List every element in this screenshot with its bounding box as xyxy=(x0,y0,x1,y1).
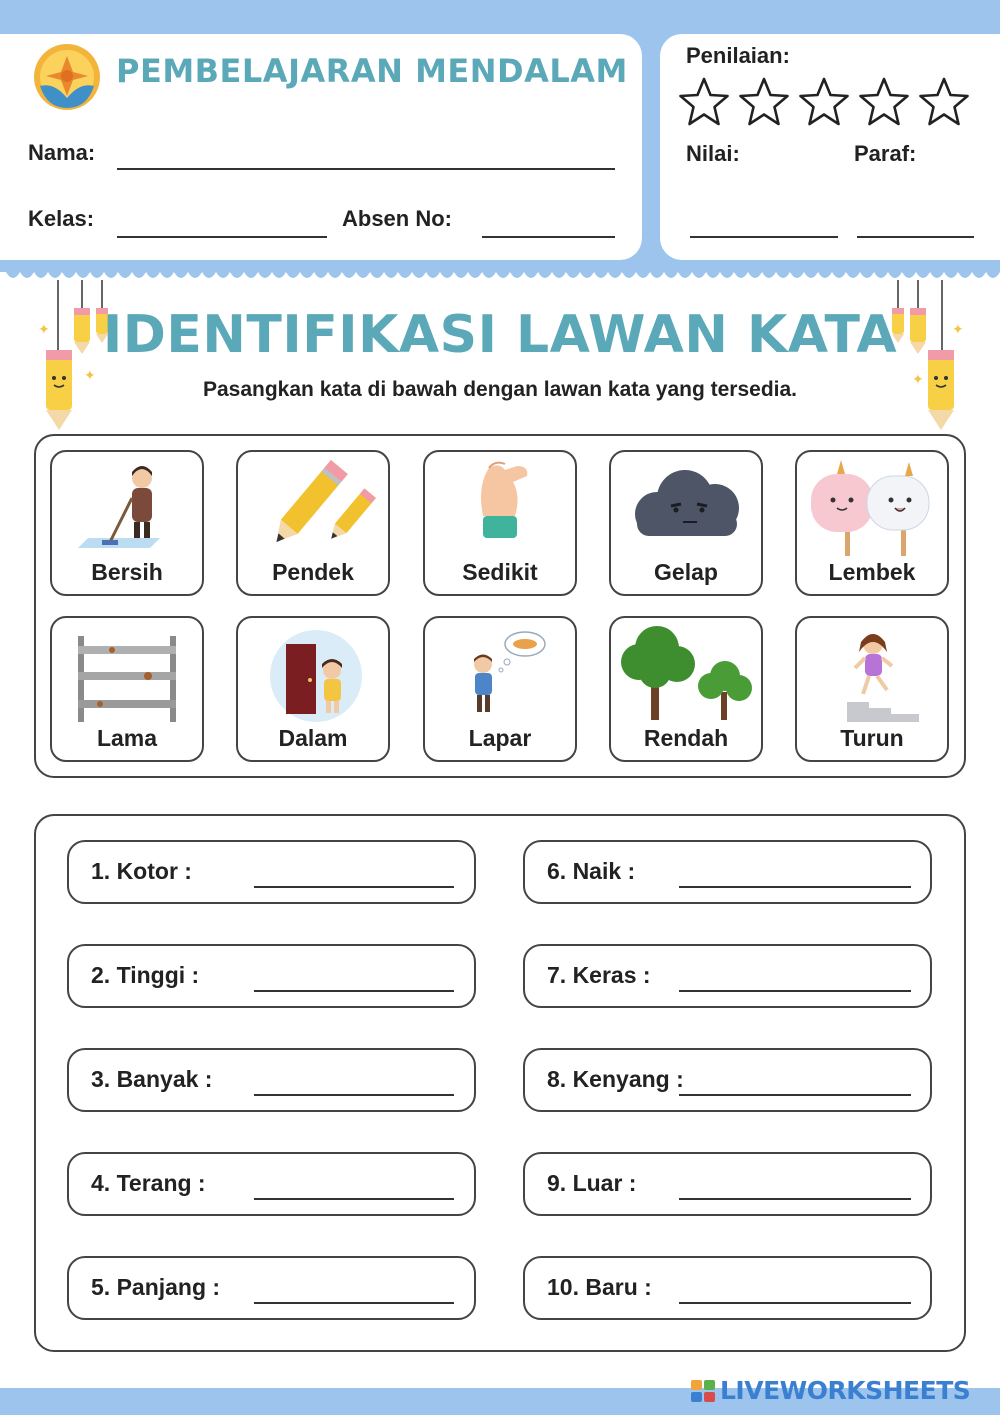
old-shelf-icon xyxy=(52,622,202,722)
pinch-hand-icon xyxy=(425,456,575,556)
assessment-label: Penilaian: xyxy=(686,43,790,68)
scalloped-edge xyxy=(0,262,1000,284)
brand-title: PEMBELAJARAN MENDALAM xyxy=(116,52,628,90)
class-input-line[interactable] xyxy=(117,236,327,238)
liveworksheets-icon xyxy=(690,1378,716,1404)
sparkle-icon: ✦ xyxy=(84,368,96,384)
word-card[interactable] xyxy=(423,616,577,762)
question-row xyxy=(523,1048,932,1112)
word-label: Bersih xyxy=(91,559,163,585)
question-row xyxy=(67,944,476,1008)
sparkle-icon: ✦ xyxy=(38,322,50,338)
word-label: Lapar xyxy=(468,725,532,751)
sparkle-icon: ✦ xyxy=(952,322,964,338)
name-input-line[interactable] xyxy=(117,168,615,170)
question-row xyxy=(523,1152,932,1216)
answer-line[interactable] xyxy=(254,990,454,992)
question-row xyxy=(523,840,932,904)
answer-line[interactable] xyxy=(679,1302,911,1304)
answer-line[interactable] xyxy=(679,886,911,888)
word-label: Turun xyxy=(840,725,904,751)
question-label: 9. Luar : xyxy=(547,1170,637,1196)
question-label: 2. Tinggi : xyxy=(91,962,200,988)
stairs-girl-icon xyxy=(797,622,947,722)
trees-icon xyxy=(611,622,761,722)
sparkle-icon: ✦ xyxy=(912,372,924,388)
word-card[interactable] xyxy=(609,450,763,596)
liveworksheets-text: LIVEWORKSHEETS xyxy=(720,1376,971,1405)
word-label: Lembek xyxy=(828,559,916,585)
question-label: 1. Kotor : xyxy=(91,858,192,884)
word-card[interactable] xyxy=(50,616,204,762)
class-label: Kelas: xyxy=(28,206,95,231)
question-row xyxy=(67,840,476,904)
question-row xyxy=(523,944,932,1008)
worksheet-title: IDENTIFIKASI LAWAN KATA xyxy=(102,305,898,365)
question-row xyxy=(523,1256,932,1320)
question-row xyxy=(67,1256,476,1320)
pencils-icon xyxy=(238,456,388,556)
word-label: Lama xyxy=(96,725,158,751)
question-row xyxy=(67,1152,476,1216)
rating-stars xyxy=(678,76,978,132)
answer-line[interactable] xyxy=(679,990,911,992)
score-label: Nilai: xyxy=(686,141,740,166)
hungry-boy-icon xyxy=(425,622,575,722)
question-row xyxy=(67,1048,476,1112)
answer-line[interactable] xyxy=(254,886,454,888)
question-label: 4. Terang : xyxy=(91,1170,206,1196)
question-label: 7. Keras : xyxy=(547,962,651,988)
answer-line[interactable] xyxy=(679,1198,911,1200)
word-card[interactable] xyxy=(50,450,204,596)
question-label: 10. Baru : xyxy=(547,1274,652,1300)
word-label: Pendek xyxy=(272,559,354,585)
word-card[interactable] xyxy=(236,450,390,596)
question-label: 8. Kenyang : xyxy=(547,1066,684,1092)
word-label: Sedikit xyxy=(462,559,538,585)
answer-line[interactable] xyxy=(254,1302,454,1304)
flower-logo-icon xyxy=(32,42,102,112)
word-card[interactable] xyxy=(795,616,949,762)
marshmallow-icon xyxy=(797,456,947,556)
dark-cloud-icon xyxy=(611,456,761,556)
word-label: Rendah xyxy=(643,725,729,751)
word-card[interactable] xyxy=(795,450,949,596)
signature-label: Paraf: xyxy=(854,141,917,166)
star-icon[interactable] xyxy=(678,76,730,128)
word-label: Dalam xyxy=(278,725,348,751)
star-icon[interactable] xyxy=(798,76,850,128)
answer-line[interactable] xyxy=(254,1094,454,1096)
question-label: 3. Banyak : xyxy=(91,1066,213,1092)
cleaning-girl-icon xyxy=(52,456,202,556)
star-icon[interactable] xyxy=(738,76,790,128)
signature-input-line[interactable] xyxy=(857,236,974,238)
question-label: 5. Panjang : xyxy=(91,1274,221,1300)
score-input-line[interactable] xyxy=(690,236,838,238)
star-icon[interactable] xyxy=(858,76,910,128)
absen-label: Absen No: xyxy=(342,206,452,231)
word-card[interactable] xyxy=(423,450,577,596)
name-label: Nama: xyxy=(28,140,96,165)
answer-line[interactable] xyxy=(254,1198,454,1200)
question-label: 6. Naik : xyxy=(547,858,636,884)
word-card[interactable] xyxy=(236,616,390,762)
answer-line[interactable] xyxy=(679,1094,911,1096)
absen-input-line[interactable] xyxy=(482,236,615,238)
door-girl-icon xyxy=(238,622,388,722)
star-icon[interactable] xyxy=(918,76,970,128)
liveworksheets-logo xyxy=(690,1376,970,1405)
word-label: Gelap xyxy=(654,559,718,585)
instruction-text: Pasangkan kata di bawah dengan lawan kata yang tersedia. xyxy=(202,378,798,401)
word-card[interactable] xyxy=(609,616,763,762)
